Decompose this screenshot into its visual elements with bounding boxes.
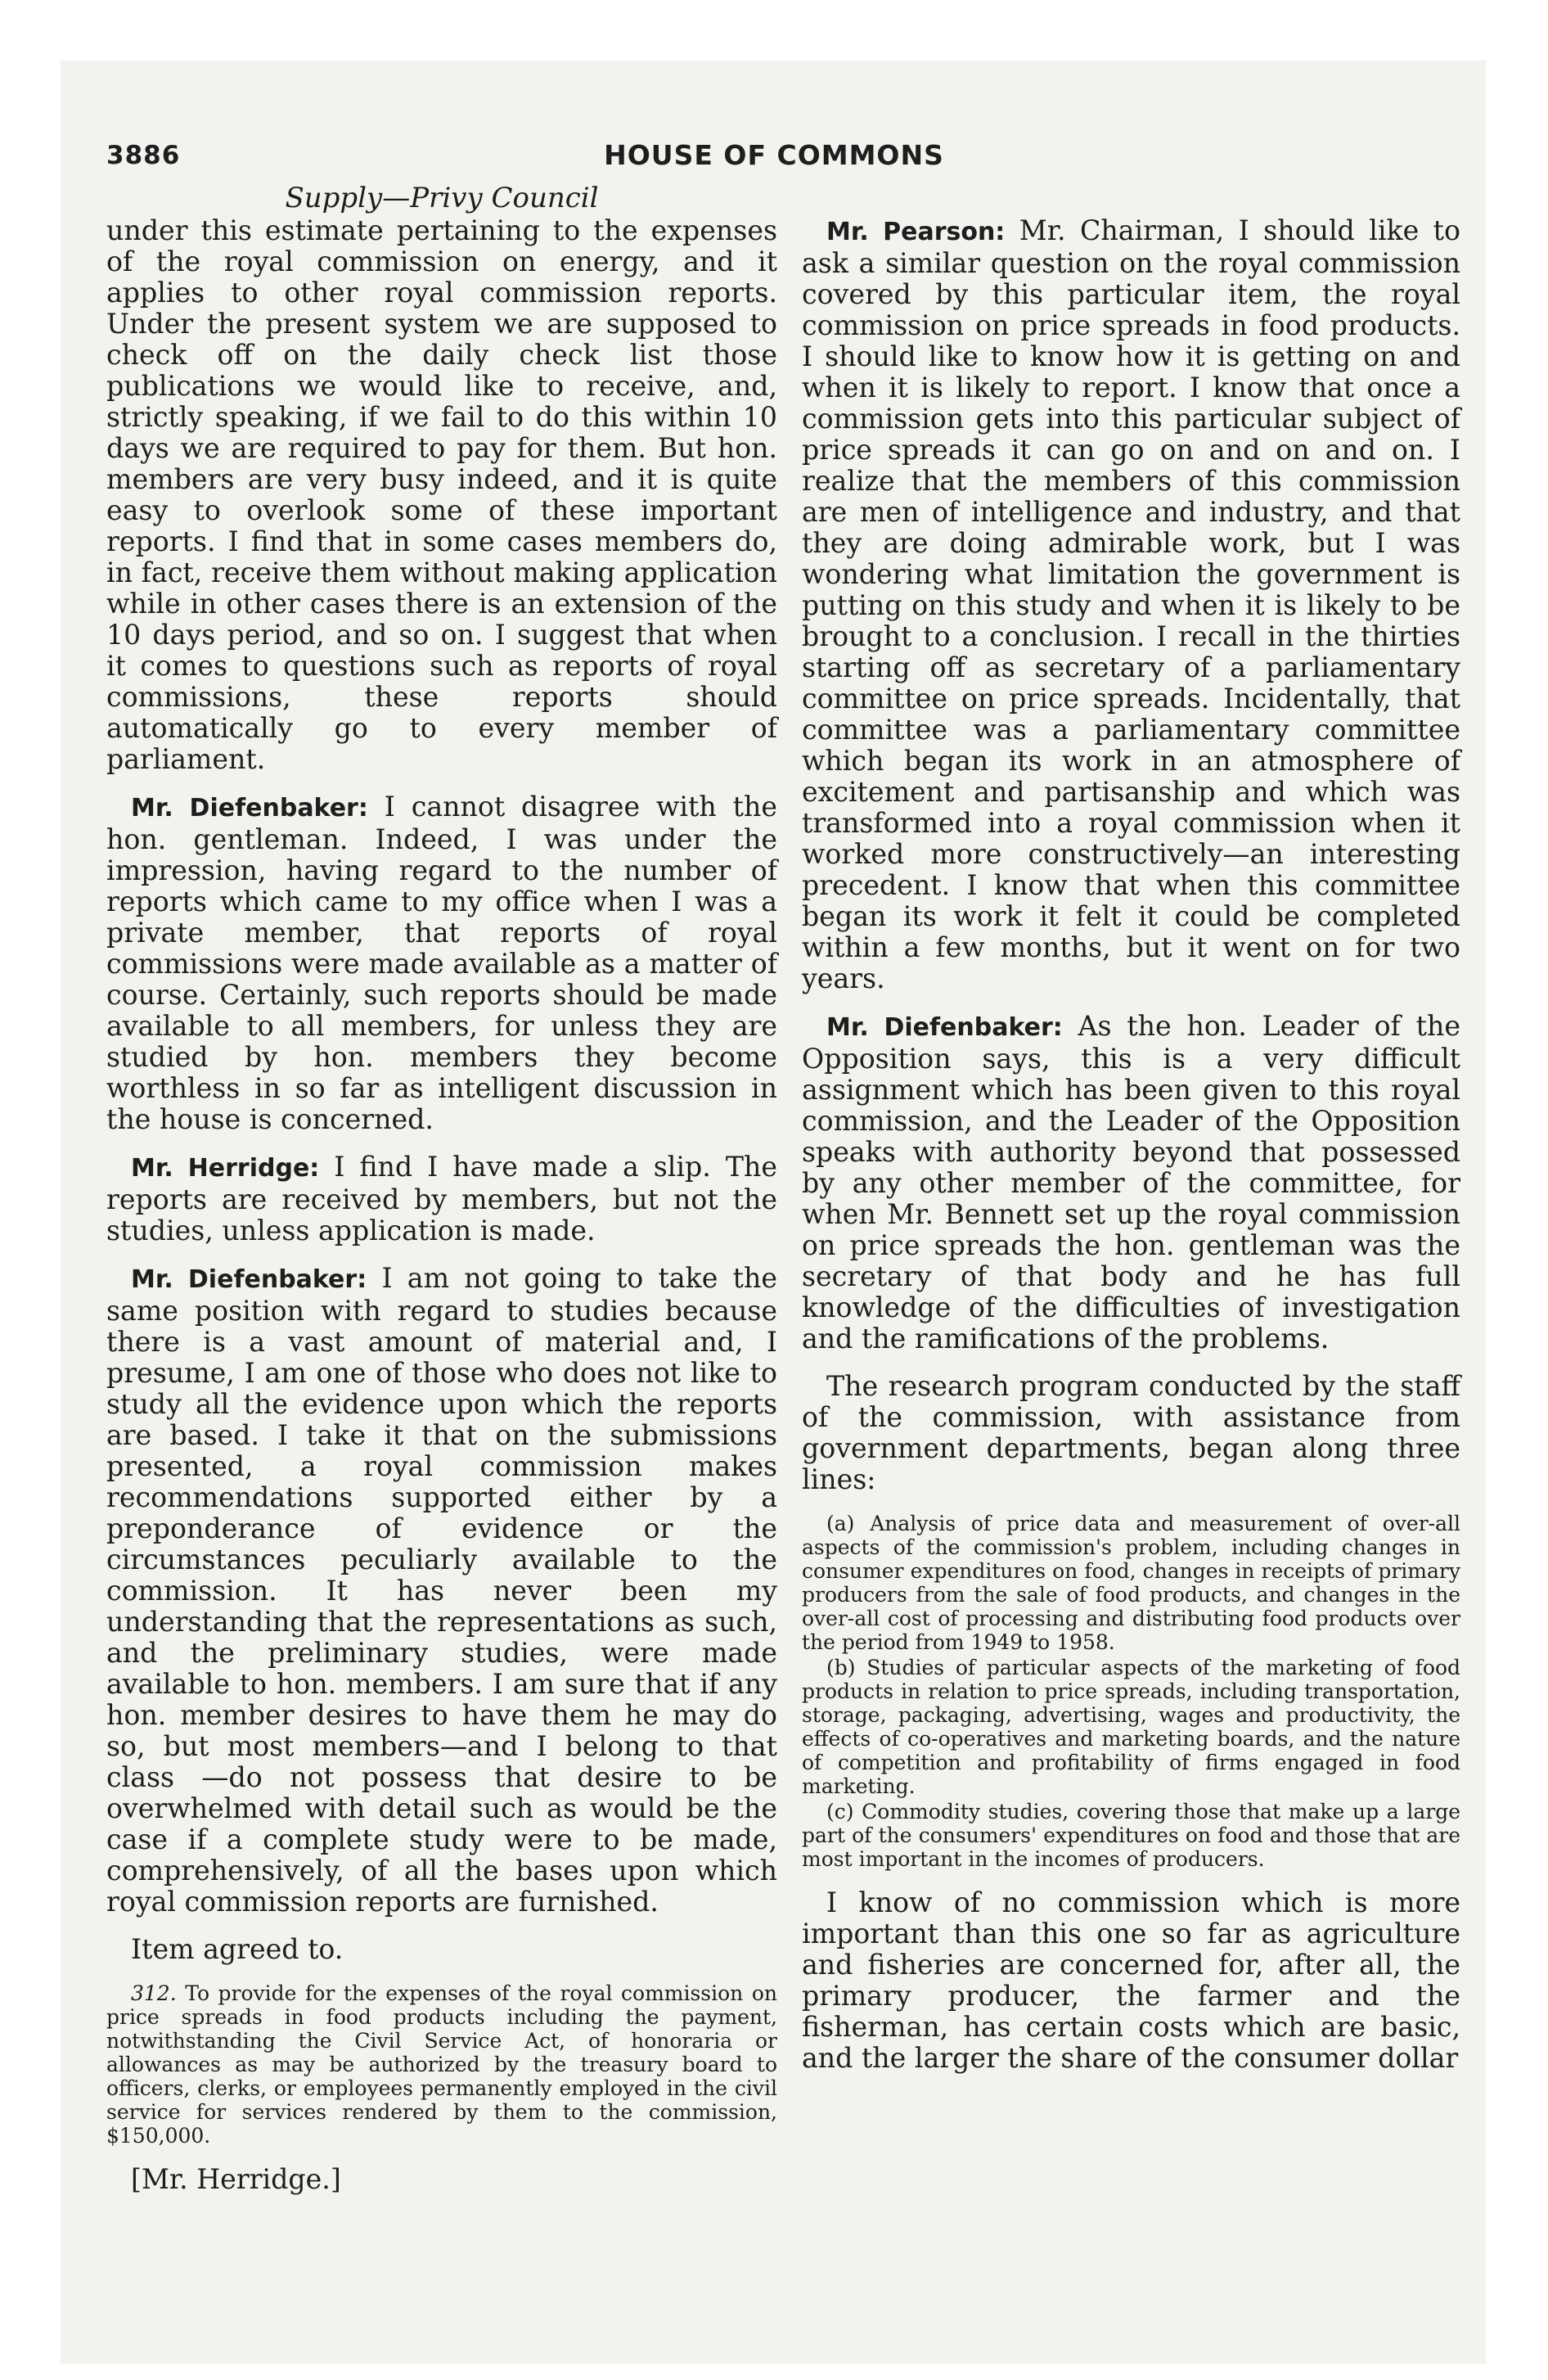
speaker-name: Mr. Herridge: bbox=[131, 1154, 320, 1183]
paragraph: I know of no commission which is more important than this one so far as agriculture and fisheries are concerned for, after all, the primary producer, the farmer and the fisherman, has certain costs which are basic, and the larger the share of the consumer dollar bbox=[802, 1886, 1460, 2074]
paragraph: The research program conducted by the staff of the commission, with assistance from government departments, began along three lines: bbox=[802, 1370, 1460, 1495]
list-item: (b) Studies of particular aspects of the marketing of food products in relation to price spreads, including transportation, storage, packaging, advertising, wages and productivity, the effects of co-operatives and marketing boards, and the nature of competition and profitability of firms engaged in food marketing. bbox=[802, 1656, 1460, 1798]
speech-text: I am not going to take the same position with regard to studies because there is a vast amount of material and, I presume, I am one of those who does not like to study all the evidence upon which the reports are based. I take it that on the submissions presented, a royal commission makes recommendations supported either by a preponderance of evidence or the circumstances peculiarly available to the commission. It has never been my understanding that the representations as such, and the preliminary studies, were made available to hon. members. I am sure that if any hon. member desires to have them he may do so, but most members—and I belong to that class —do not possess that desire to be overwhelmed with detail such as would be the case if a complete study were to be made, comprehensively, of all the bases upon which royal commission reports are furnished. bbox=[106, 1262, 777, 1918]
byline: [Mr. Herridge.] bbox=[131, 2163, 341, 2195]
speaker-name: Mr. Diefenbaker: bbox=[131, 794, 368, 823]
speaker-name: Mr. Diefenbaker: bbox=[131, 1265, 367, 1294]
speaker-name: Mr. Pearson: bbox=[826, 218, 1006, 246]
list-item: (a) Analysis of price data and measurement of over-all aspects of the commission's problem, including changes in consumer expenditures on food, changes in receipts of primary producers from the sale of food products, and changes in the over-all cost of processing and distributing food products over the period from 1949 to 1958. bbox=[802, 1512, 1460, 1654]
page-title: HOUSE OF COMMONS bbox=[604, 139, 944, 171]
speech-text: Mr. Chairman, I should like to ask a similar question on the royal commission covered by this particular item, the royal commission on price spreads in food products. I should like to know how it is getting on and when it is likely to report. I know that once a commission gets into this particular subject of price spreads it can go on and on and on. I realize that the members of this commission are men of intelligence and industry, and that they are doing admirable work, but I was wondering what limitation the government is putting on this study and when it is likely to be brought to a conclusion. I recall in the thirties starting off as secretary of a parliamentary committee on price spreads. Incidentally, that committee was a parliamentary committee which began its work in an atmosphere of excitement and partisanship and which was transformed into a royal commission when it worked more constructively—an interesting precedent. I know that when this committee began its work it felt it could be completed within a few months, but it went on for two years. bbox=[802, 214, 1461, 994]
speech-text: As the hon. Leader of the Opposition says, this is a very difficult assignment which has been given to this royal commission, and the Leader of the Opposition speaks with authority beyond that possessed by any other member of the committee, for when Mr. Bennett set up the royal commission on price spreads the hon. gentleman was the secretary of that body and he has full knowledge of the difficulties of investigation and the ramifications of the problems. bbox=[802, 1010, 1460, 1355]
page-number: 3886 bbox=[106, 141, 181, 170]
item-agreed: Item agreed to. bbox=[131, 1933, 344, 1965]
speech-paragraph bbox=[106, 791, 777, 1135]
research-lines-list bbox=[802, 1512, 1460, 1871]
speech-paragraph bbox=[802, 215, 1460, 994]
right-column bbox=[802, 215, 1460, 2090]
section-subtitle: Supply—Privy Council bbox=[285, 182, 599, 214]
list-item: (c) Commodity studies, covering those that make up a large part of the consumers' expenditures on food and those that are most important in the incomes of producers. bbox=[802, 1800, 1460, 1871]
speech-paragraph bbox=[106, 1263, 777, 1918]
item-number: 312. bbox=[131, 1981, 177, 2005]
estimate-item bbox=[106, 1981, 777, 2148]
estimate-item-text bbox=[106, 1981, 777, 2148]
speaker-name: Mr. Diefenbaker: bbox=[826, 1013, 1063, 1042]
item-description: To provide for the expenses of the royal commission on price spreads in food products including the payment, notwithstanding the Civil Service Act, of honoraria or allowances as may be authorized by the treasury board to officers, clerks, or employees permanently employed in the civil service for services rendered by them to the commission, $150,000. bbox=[106, 1981, 777, 2148]
left-column bbox=[106, 215, 777, 2211]
speech-text: I cannot disagree with the hon. gentleman. Indeed, I was under the impression, having regard to the number of reports which came to my office when I was a private member, that reports of royal commissions were made available as a matter of course. Certainly, such reports should be made available to all members, for unless they are studied by hon. members they become worthless in so far as intelligent discussion in the house is concerned. bbox=[106, 791, 777, 1135]
speech-text: I find I have made a slip. The reports are received by members, but not the studies, unless application is made. bbox=[106, 1151, 777, 1246]
paragraph: under this estimate pertaining to the expenses of the royal commission on energy, and it applies to other royal commission reports. Under the present system we are supposed to check off on the daily check list those publications we would like to receive, and, strictly speaking, if we fail to do this within 10 days we are required to pay for them. But hon. members are very busy indeed, and it is quite easy to overlook some of these important reports. I find that in some cases members do, in fact, receive them without making application while in other cases there is an extension of the 10 days period, and so on. I suggest that when it comes to questions such as reports of royal commissions, these reports should automatically go to every member of parliament. bbox=[106, 214, 777, 775]
speech-paragraph bbox=[802, 1011, 1460, 1355]
speech-paragraph bbox=[106, 1152, 777, 1246]
